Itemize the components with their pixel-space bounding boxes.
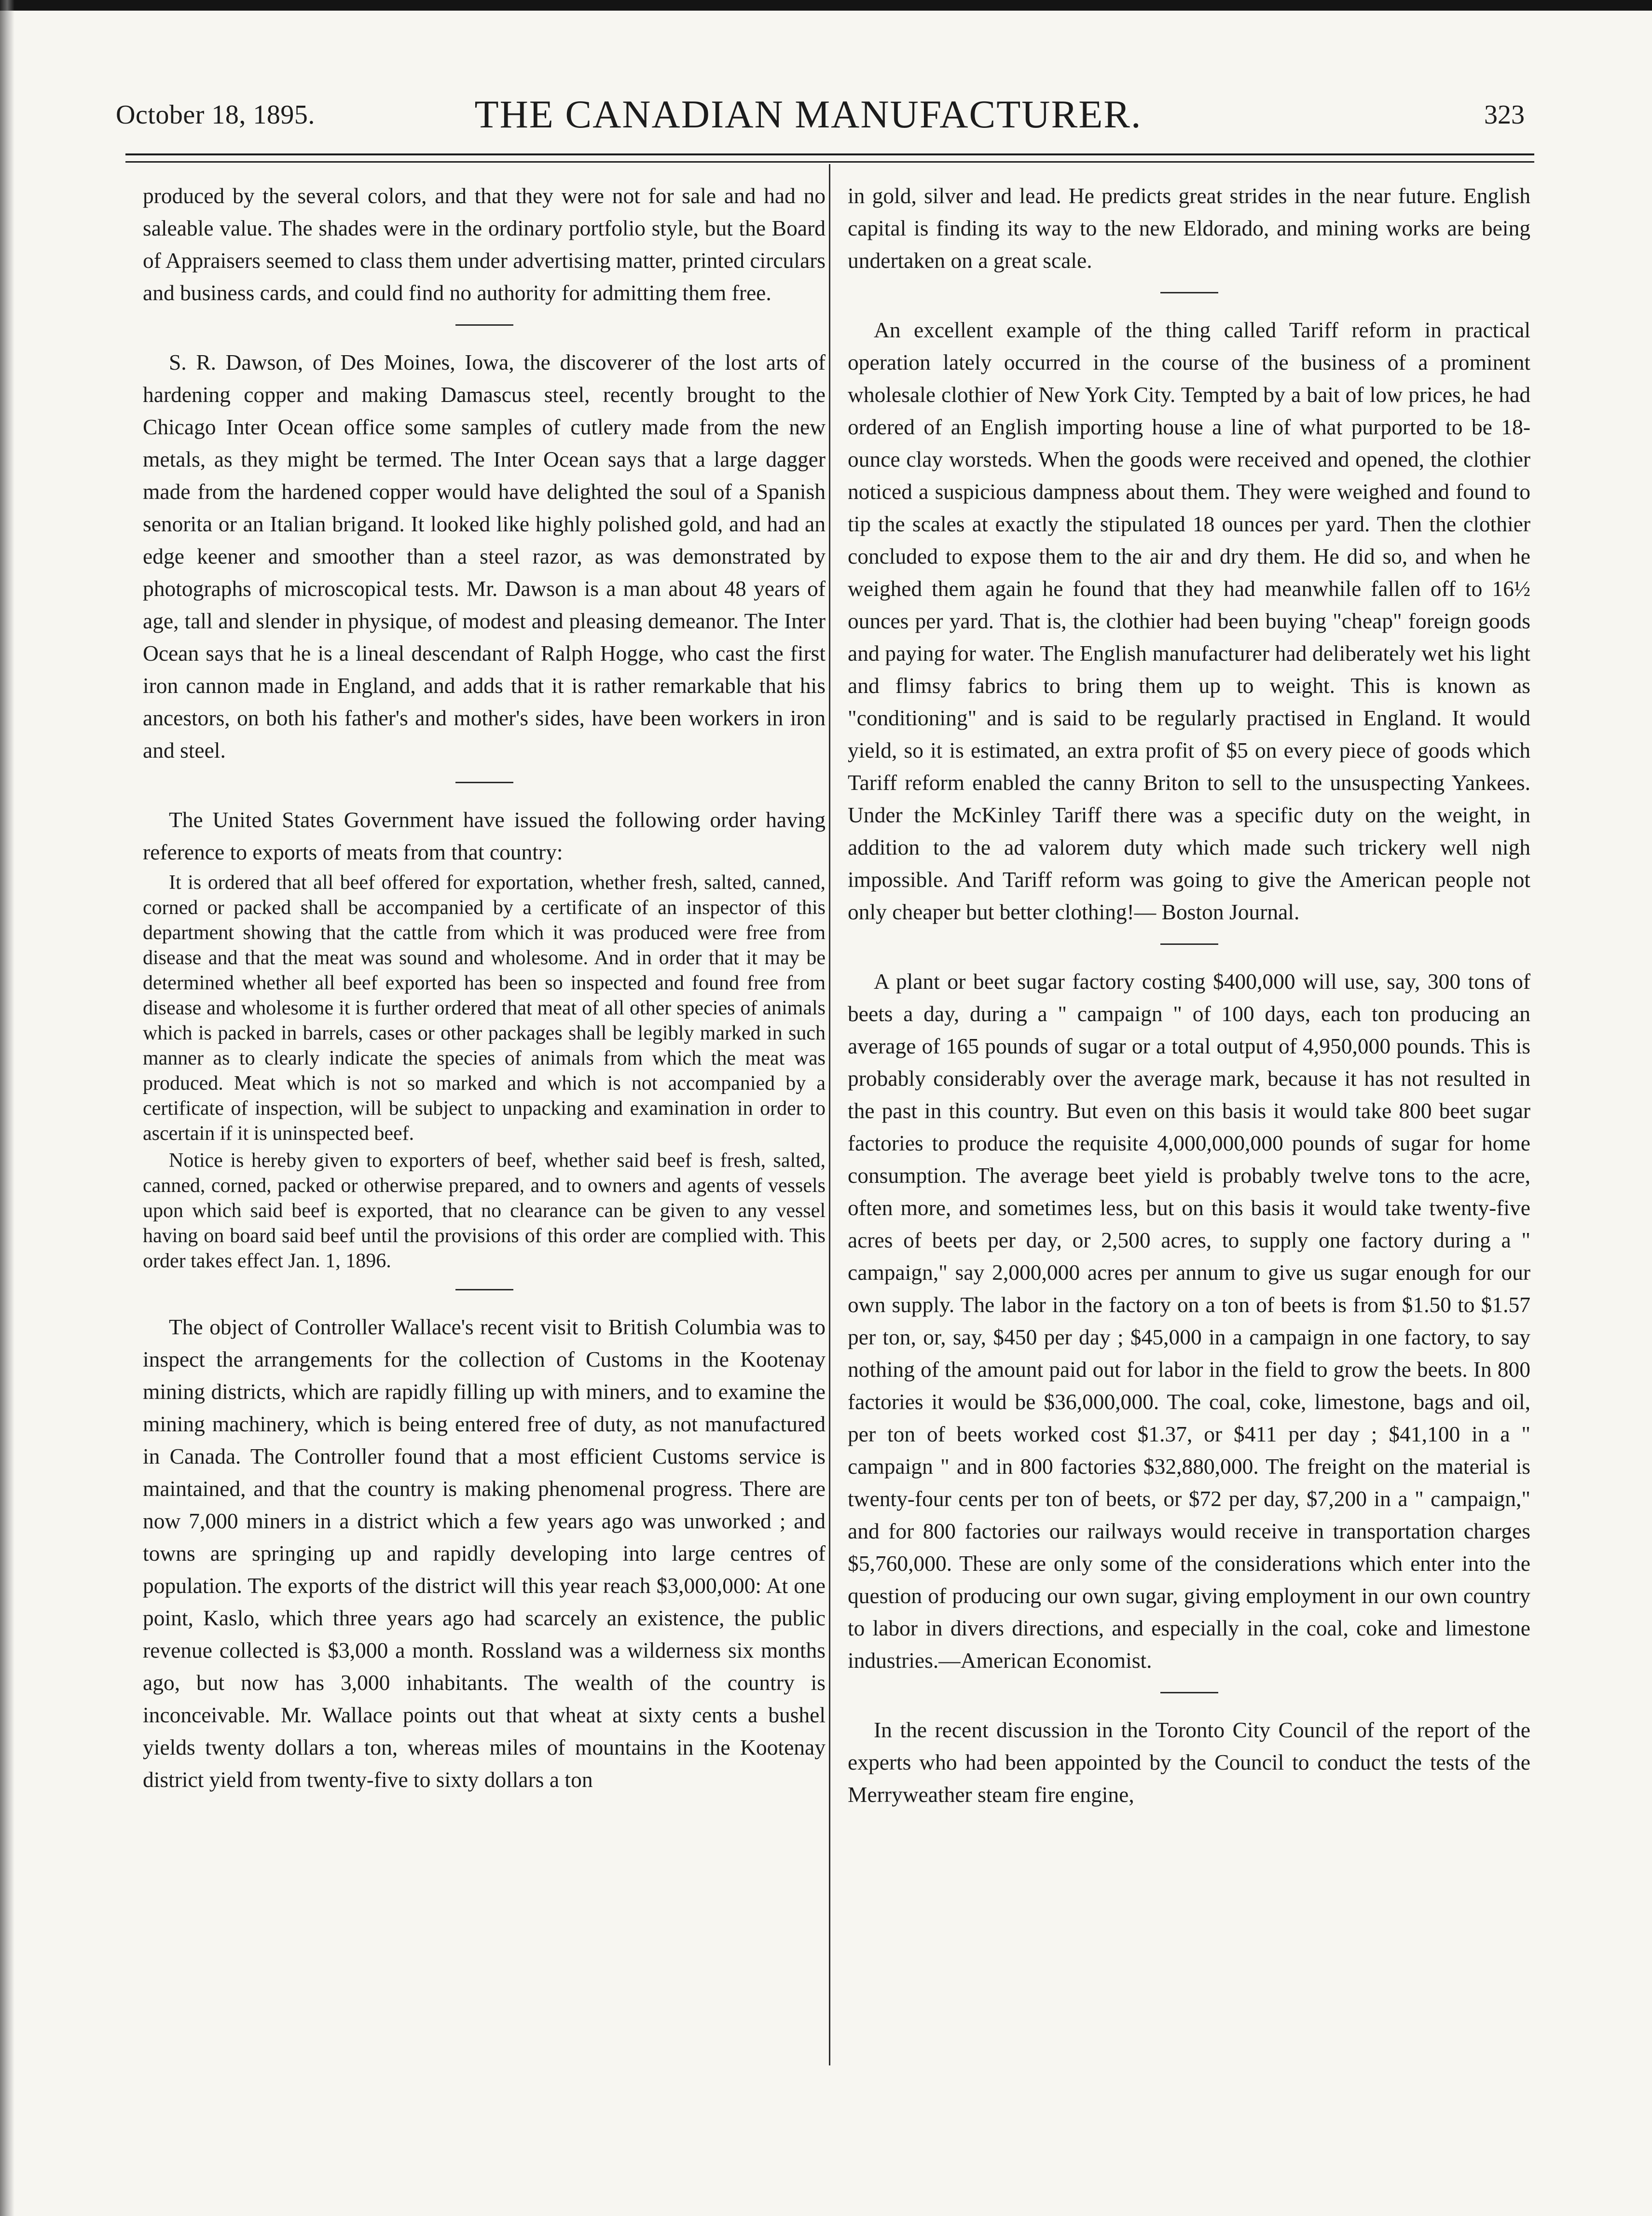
article-separator — [1160, 943, 1218, 945]
publication-title: THE CANADIAN MANUFACTURER. — [474, 92, 1142, 136]
right-column — [848, 180, 1530, 2062]
article-paragraph: A plant or beet sugar factory costing $400,000 will use, say, 300 tons of beets a day, during a " campaign " of 100 days, each ton producing an average of 165 pounds of sugar or a total output of 4,950,000 pounds. This is probably considerably over the average mark, because it has not resulted in the past in this country. But even on this basis it would take 800 beet sugar factories to produce the requisite 4,000,000,000 pounds of sugar for home consumption. The average beet yield is probably twelve tons to the acre, often more, and sometimes less, but on this basis it would take twenty-five acres of beets per day, or 2,500 acres, to supply one factory during a " campaign," say 2,000,000 acres per annum to give us sugar enough for our own supply. The labor in the factory on a ton of beets is from $1.50 to $1.57 per ton, or, say, $450 per day ; $45,000 in a campaign in one factory, to say nothing of the amount paid out for labor in the field to grow the beets. In 800 factories it would be $36,000,000. The coal, coke, limestone, bags and oil, per ton of beets worked cost $1.37, or $411 per day ; $41,100 in a " campaign " and in 800 factories $32,880,000. The freight on the material is twenty-four cents per ton of beets, or $72 per day, $7,200 in a " campaign," and for 800 factories our railways would receive in transportation charges $5,760,000. These are only some of the considerations which enter into the question of producing our own sugar, giving employment in our own country to labor in divers directions, and especially in the coal, coke and limestone industries.—American Economist. — [848, 969, 1530, 1673]
left-column — [143, 180, 826, 2062]
article-separator — [1160, 292, 1218, 293]
article-paragraph: The United States Government have issued the following order having reference to exports of meats from that country: — [143, 807, 826, 864]
header-rule-top — [125, 153, 1534, 155]
article-paragraph: In the recent discussion in the Toronto City Council of the report of the experts who had been appointed by the Council to conduct the tests of the Merryweather steam fire engine, — [848, 1717, 1530, 1807]
article-paragraph: The object of Controller Wallace's recent visit to British Columbia was to inspect the arrangements for the collection of Customs in the Kootenay mining districts, which are rapidly filling up with miners, and to examine the mining machinery, which is being entered free of duty, as not manufactured in Canada. The Controller found that a most efficient Customs service is maintained, and that the country is making phenomenal progress. There are now 7,000 miners in a district which a few years ago was unworked ; and towns are springing up and rapidly developing into large centres of population. The exports of the district will this year reach $3,000,000: At one point, Kaslo, which three years ago had scarcely an existence, the public revenue collected is $3,000 a month. Rossland was a wilderness six months ago, but now has 3,000 inhabitants. The wealth of the country is inconceivable. Mr. Wallace points out that wheat at sixty cents a bushel yields twenty dollars a ton, whereas miles of mountains in the Kootenay district yield from twenty-five to sixty dollars a ton — [143, 1315, 826, 1792]
article-paragraph: S. R. Dawson, of Des Moines, Iowa, the discoverer of the lost arts of hardening copper and making Damascus steel, recently brought to the Chicago Inter Ocean office some samples of cutlery made from the new metals, as they might be termed. The Inter Ocean says that a large dagger made from the hardened copper would have delighted the soul of a Spanish senorita or an Italian brigand. It looked like highly polished gold, and had an edge keener and smoother than a steel razor, as was demonstrated by photographs of microscopical tests. Mr. Dawson is a man about 48 years of age, tall and slender in physique, of modest and pleasing demeanor. The Inter Ocean says that he is a lineal descendant of Ralph Hogge, who cast the first iron cannon made in England, and adds that it is rather remarkable that his ancestors, on both his father's and mother's sides, have been workers in iron and steel. — [143, 350, 826, 762]
quoted-order-paragraph: It is ordered that all beef offered for exportation, whether fresh, salted, canned, corned or packed shall be accompanied by a certificate of an inspector of this department showing that the cattle from which it was produced were free from disease and that the meat was sound and wholesome. And in order that it may be determined whether all beef exported has been so inspected and found free from disease and wholesome it is further ordered that meat of all other species of animals which is packed in barrels, cases or other packages shall be legibly marked in such manner as to clearly indicate the species of animals from which the meat was produced. Meat which is not so marked and which is not accompanied by a certificate of inspection, will be subject to unpacking and examination in order to ascertain if it is uninspected beef. — [143, 872, 826, 1145]
issue-date: October 18, 1895. — [116, 100, 315, 130]
scan-top-border — [0, 0, 1652, 11]
article-separator — [455, 1289, 513, 1290]
scan-left-edge — [0, 0, 14, 2216]
page-number: 323 — [1484, 100, 1525, 130]
article-paragraph: produced by the several colors, and that they were not for sale and had no saleable value. The shades were in the ordinary portfolio style, but the Board of Appraisers seemed to class them under advertising matter, printed circulars and business cards, and could find no authority for admitting them free. — [143, 183, 826, 305]
article-paragraph: in gold, silver and lead. He predicts great strides in the near future. English capital is finding its way to the new Eldorado, and mining works are being undertaken on a great scale. — [848, 183, 1530, 273]
header-rule-bottom — [125, 161, 1534, 163]
page-header — [77, 92, 1539, 150]
column-divider — [829, 164, 830, 2065]
article-separator — [455, 324, 513, 326]
article-separator — [1160, 1692, 1218, 1693]
article-paragraph: An excellent example of the thing called Tariff reform in practical operation lately occurred in the course of the business of a prominent wholesale clothier of New York City. Tempted by a bait of low prices, he had ordered of an English importing house a line of what purported to be 18-ounce clay worsteds. When the goods were received and opened, the clothier noticed a suspicious dampness about them. They were weighed and found to tip the scales at exactly the stipulated 18 ounces per yard. Then the clothier concluded to expose them to the air and dry them. He did so, and when he weighed them again he found that they had meanwhile fallen off to 16½ ounces per yard. That is, the clothier had been buying "cheap" foreign goods and paying for water. The English manufacturer had deliberately wet his light and flimsy fabrics to bring them up to weight. This is known as "conditioning" and is said to be regularly practised in England. It would yield, so it is estimated, an extra profit of $5 on every piece of goods which Tariff reform enabled the canny Briton to sell to the unsuspecting Yankees. Under the McKinley Tariff there was a specific duty on the weight, in addition to the ad valorem duty which made such trickery well nigh impossible. And Tariff reform was going to give the American people not only cheaper but better clothing!— Boston Journal. — [848, 318, 1530, 924]
quoted-order-paragraph: Notice is hereby given to exporters of beef, whether said beef is fresh, salted, canned, corned, packed or otherwise prepared, and to owners and agents of vessels upon which said beef is exported, that no clearance can be given to any vessel having on board said beef until the provisions of this order are complied with. This order takes effect Jan. 1, 1896. — [143, 1150, 826, 1272]
article-separator — [455, 782, 513, 783]
